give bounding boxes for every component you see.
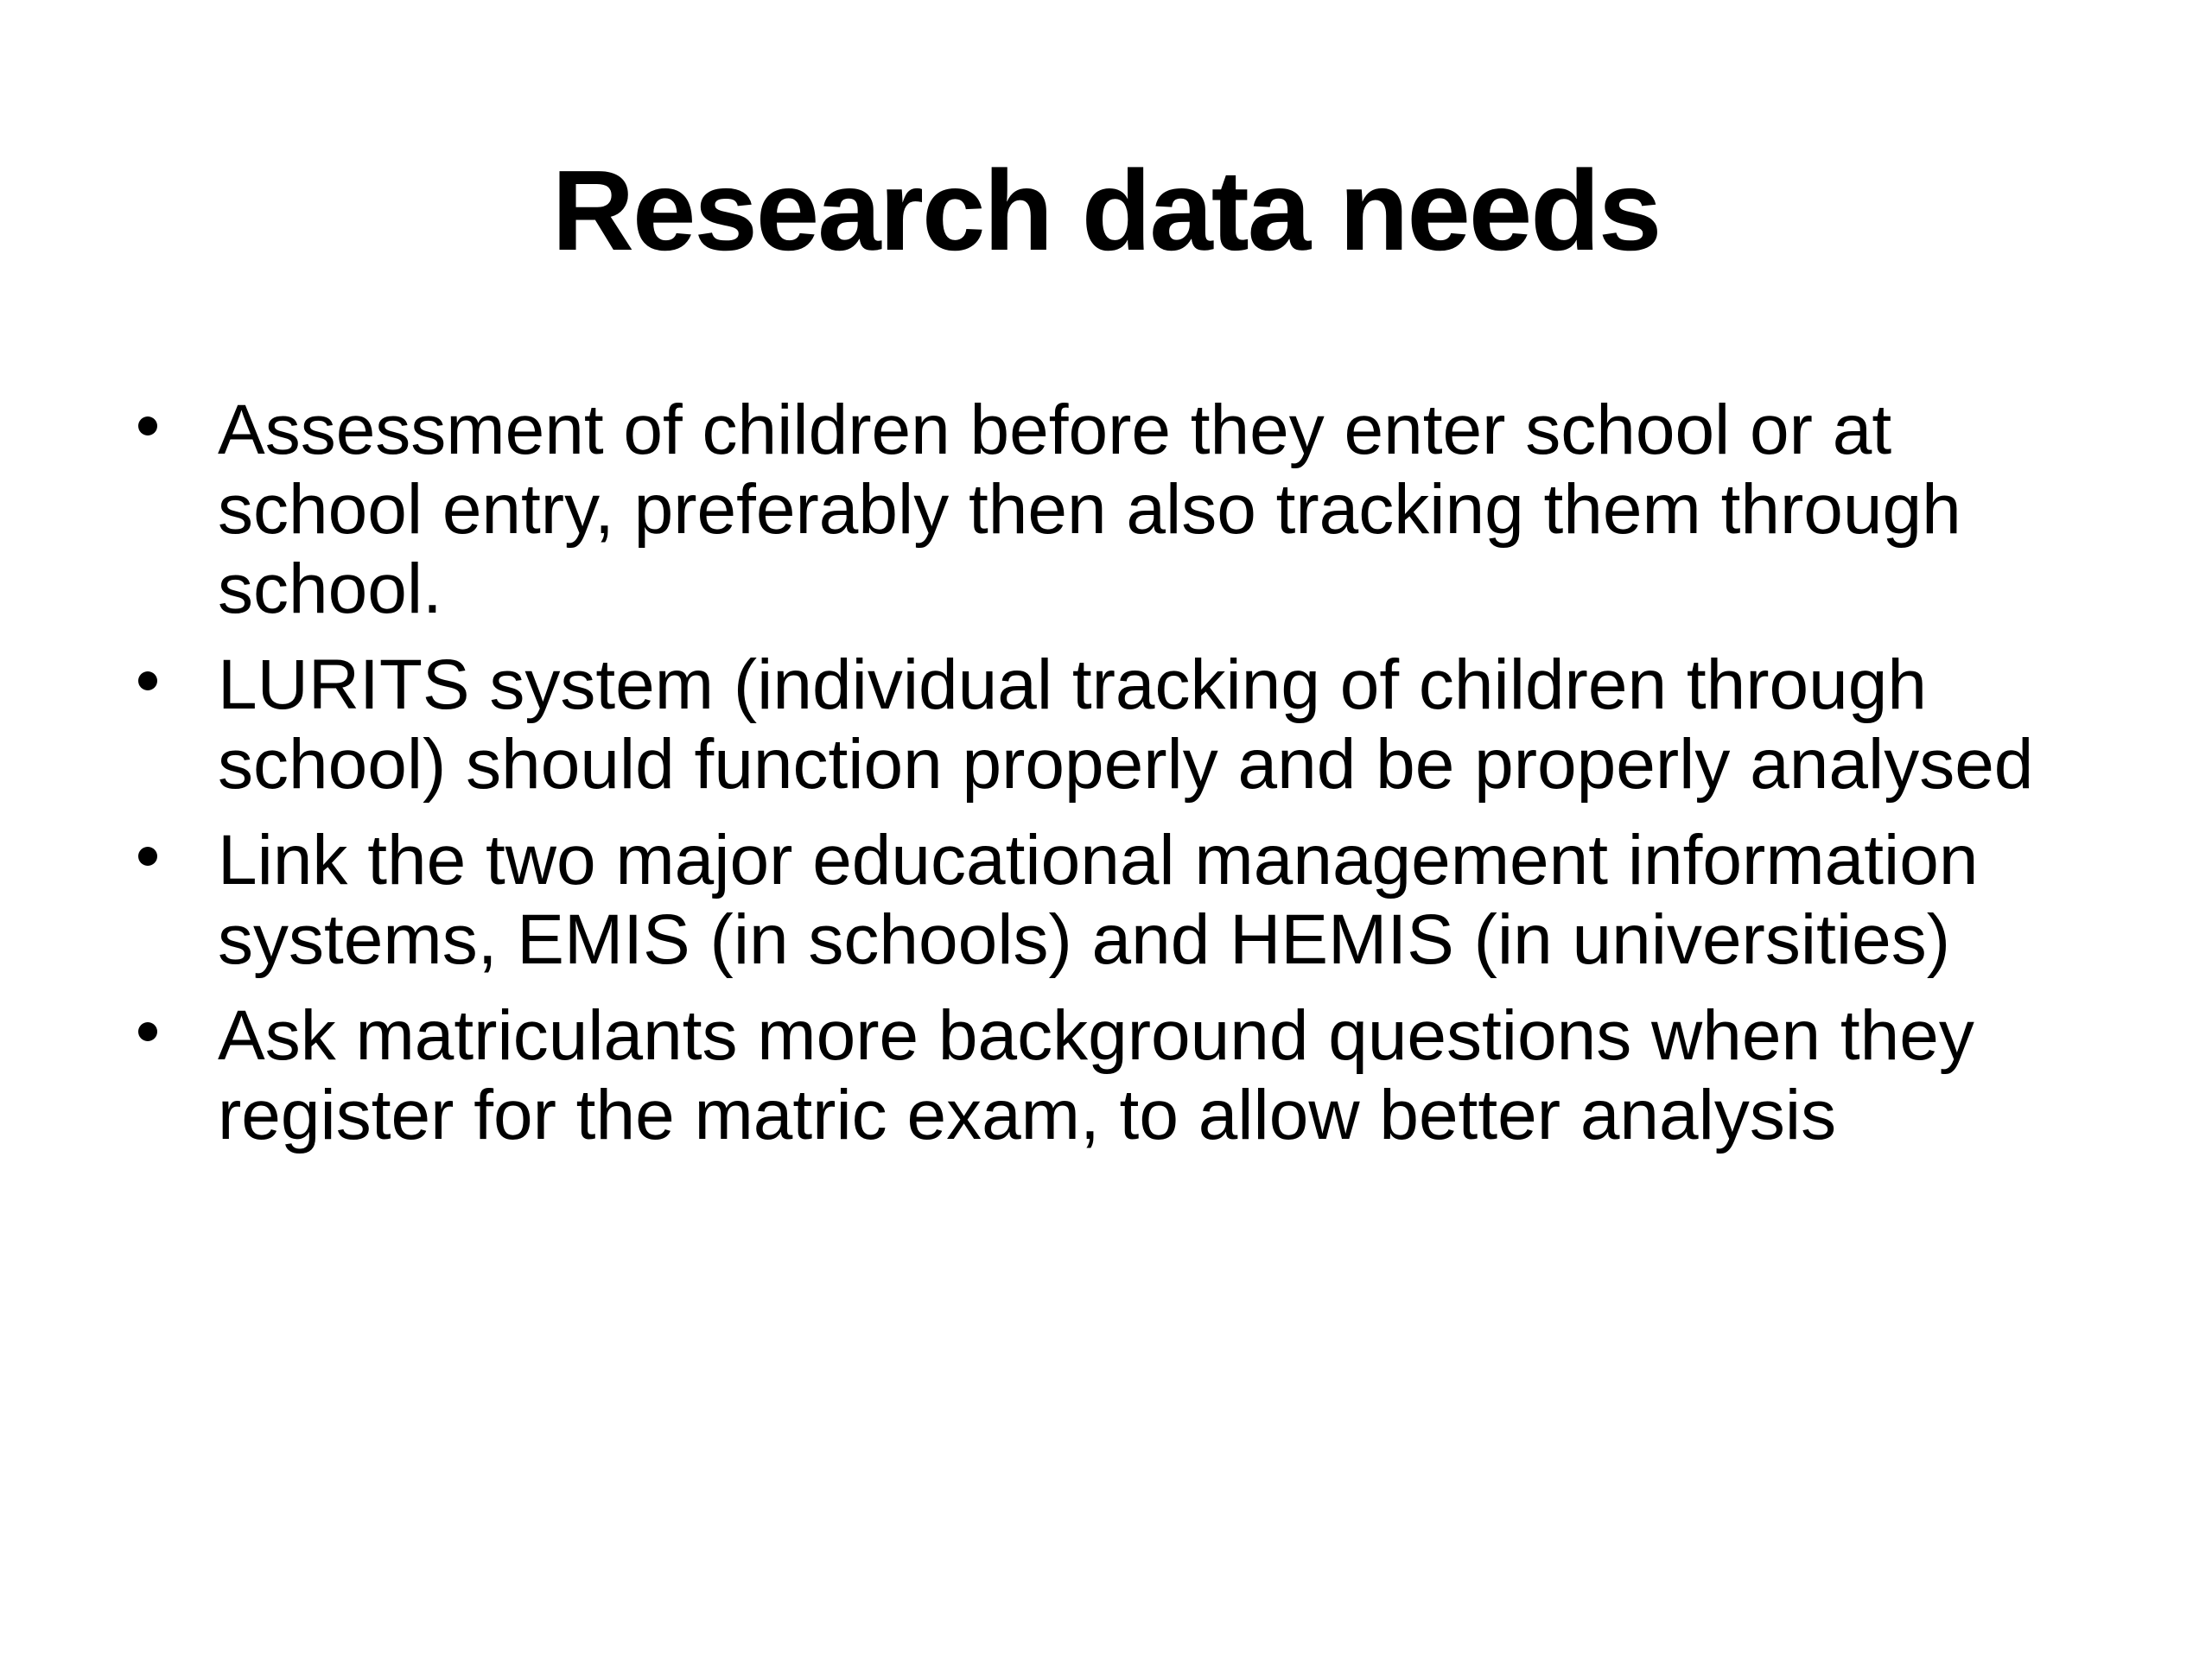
bullet-dot-icon (138, 847, 157, 866)
bullet-dot-icon (138, 671, 157, 690)
bullet-item (128, 645, 2115, 804)
bullet-text: LURITS system (individual tracking of children through school) should function properly and be properly analysed (218, 645, 2034, 804)
slide-title: Research data needs (551, 147, 1661, 274)
bullet-item (128, 391, 2115, 629)
bullet-dot-icon (138, 416, 157, 435)
bullet-dot-icon (138, 1022, 157, 1041)
bullet-item (128, 821, 2115, 980)
bullet-text: Link the two major educational management information systems, EMIS (in schools) and HEMIS (in universities) (218, 821, 1979, 979)
bullet-item (128, 996, 2115, 1155)
bullet-text: Assessment of children before they enter school or at school entry, preferably then also tracking them through school. (218, 391, 1961, 628)
bullet-text: Ask matriculants more background questions when they register for the matric exam, to allow better analysis (218, 996, 1974, 1154)
bullet-list (128, 391, 2115, 1172)
